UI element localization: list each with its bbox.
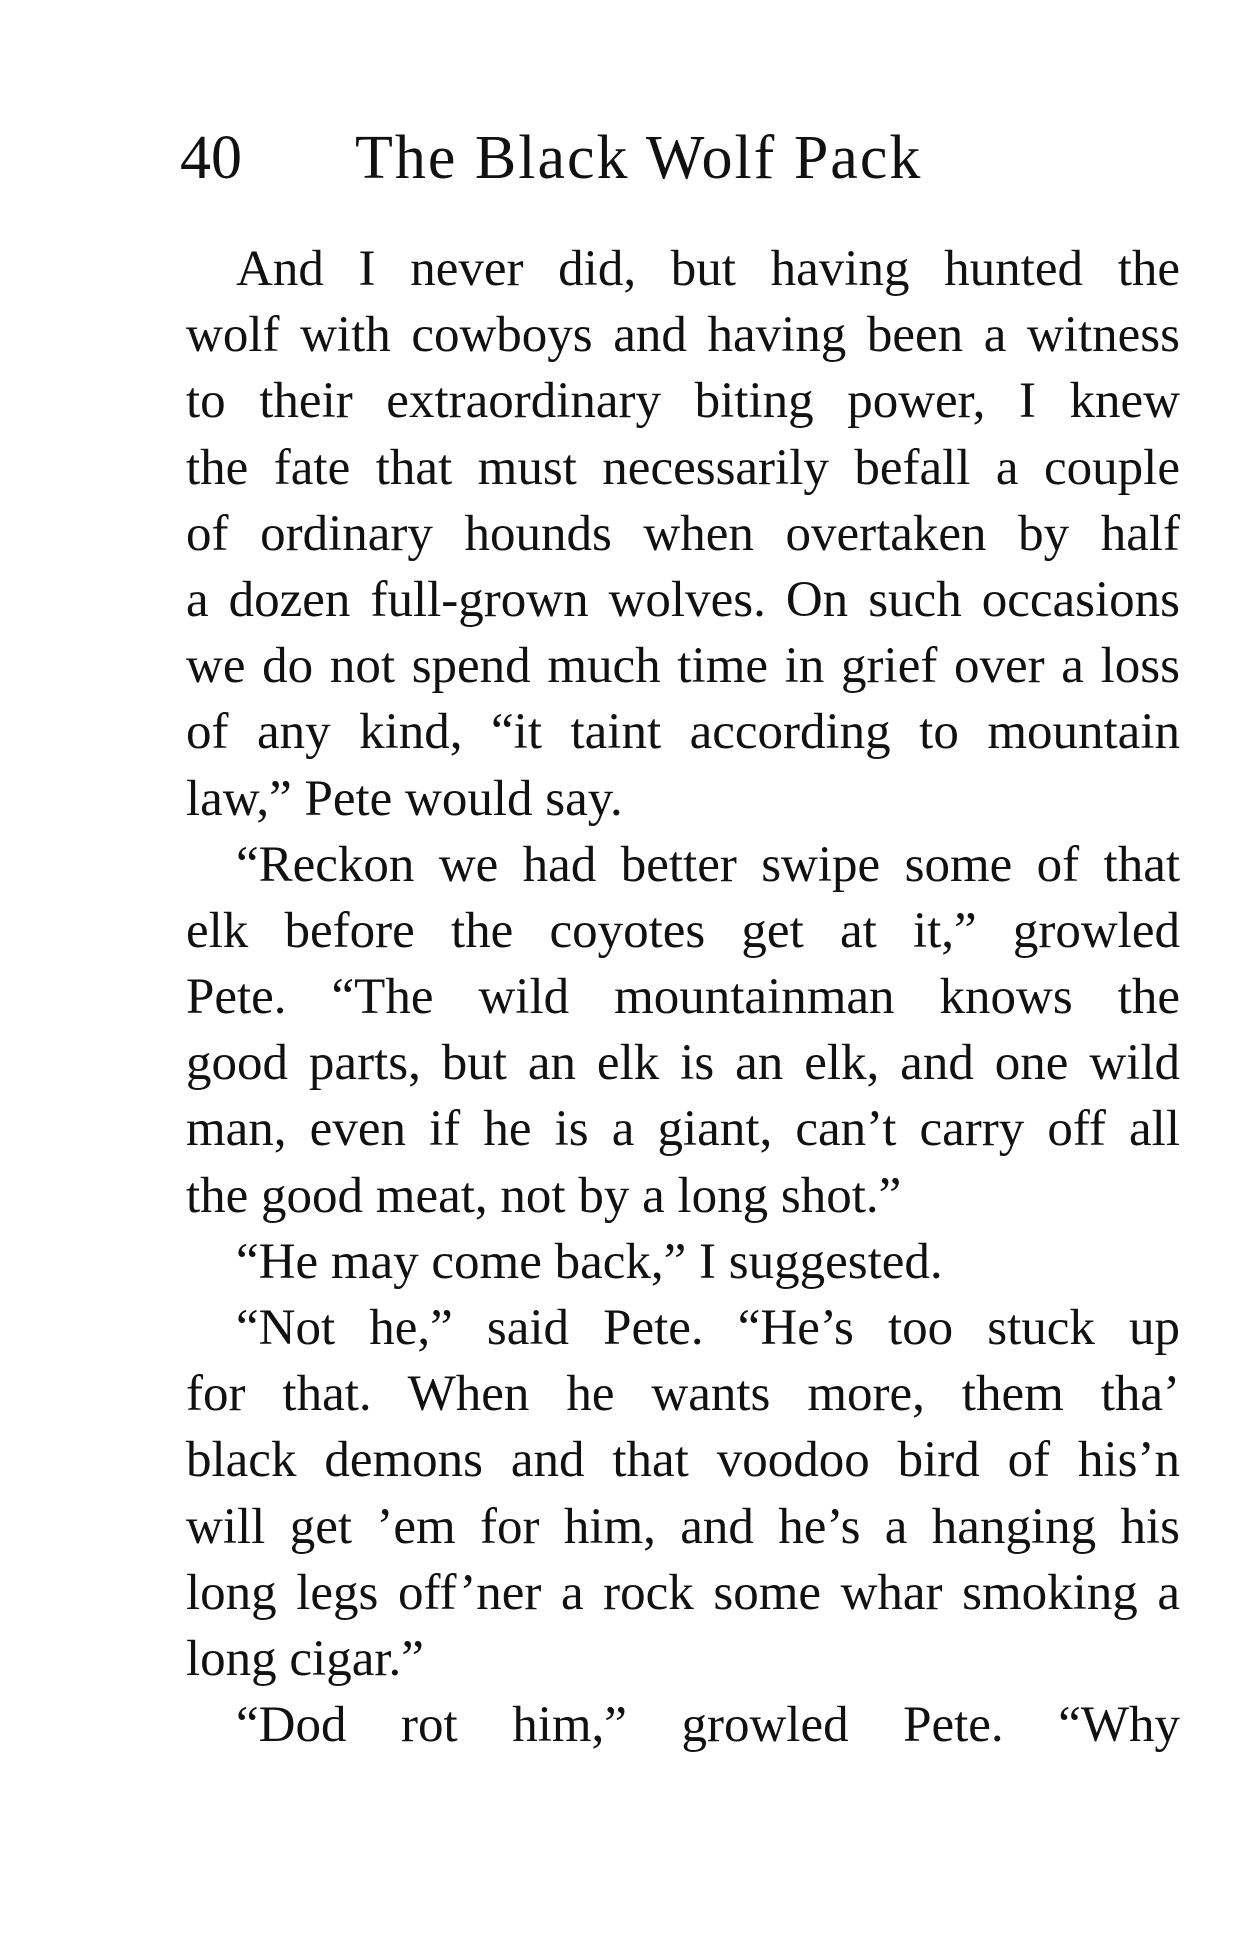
- text-line: “Not he,” said Pete. “He’s too stuck up: [236, 1300, 1180, 1356]
- text-line: will get ’em for him, and he’s a hanging his: [186, 1498, 1180, 1555]
- text-line: “He may come back,” I suggested.: [236, 1233, 943, 1290]
- text-line: And I never did, but having hunted the: [236, 241, 1180, 297]
- text-line: “Reckon we had better swipe some of that: [236, 836, 1180, 893]
- text-line: long legs off’ner a rock some whar smoking a: [186, 1564, 1180, 1621]
- text-line: Pete. “The wild mountainman knows the: [186, 969, 1180, 1026]
- body-text: [186, 236, 1180, 1758]
- text-line: man, even if he is a giant, can’t carry off all: [186, 1101, 1180, 1158]
- page-number: 40: [180, 124, 242, 192]
- text-line: to their extraordinary biting power, I knew: [186, 373, 1180, 430]
- running-title: The Black Wolf Pack: [355, 124, 923, 192]
- text-line: “Dod rot him,” growled Pete. “Why: [236, 1697, 1180, 1754]
- text-line: black demons and that voodoo bird of his’n: [186, 1432, 1180, 1489]
- text-line: of ordinary hounds when overtaken by half: [186, 505, 1180, 562]
- text-line: good parts, but an elk is an elk, and one wild: [186, 1035, 1180, 1092]
- text-line: long cigar.”: [186, 1630, 424, 1687]
- text-line: elk before the coyotes get at it,” growled: [186, 902, 1180, 959]
- text-line: a dozen full-grown wolves. On such occasions: [186, 571, 1180, 628]
- text-line: wolf with cowboys and having been a witness: [186, 307, 1180, 364]
- text-line: law,” Pete would say.: [186, 770, 623, 827]
- text-line: the good meat, not by a long shot.”: [186, 1167, 902, 1224]
- text-line: of any kind, “it taint according to mountain: [186, 704, 1180, 761]
- text-line: we do not spend much time in grief over a loss: [186, 638, 1180, 695]
- running-head: [180, 118, 1180, 198]
- text-line: the fate that must necessarily befall a couple: [186, 439, 1180, 496]
- text-line: for that. When he wants more, them tha’: [186, 1366, 1180, 1423]
